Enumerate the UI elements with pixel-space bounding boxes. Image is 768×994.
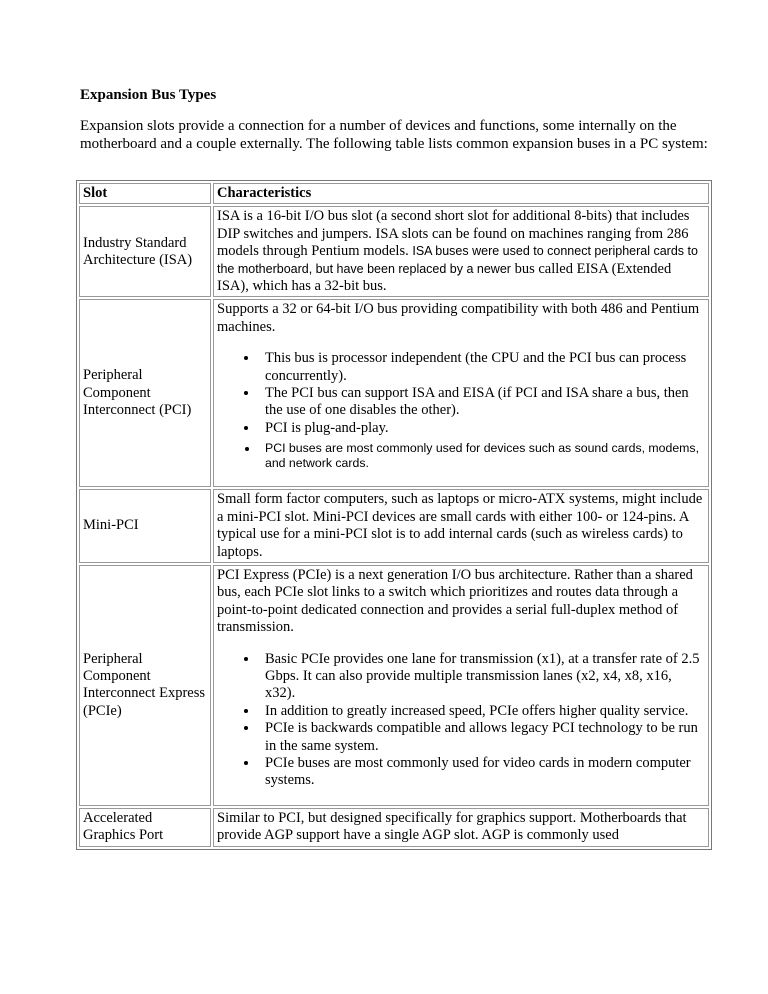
page-title: Expansion Bus Types — [80, 87, 217, 103]
characteristics-pcie — [213, 565, 709, 806]
slot-name-minipci: Mini-PCI — [79, 489, 211, 563]
intro-paragraph: Expansion slots provide a connection for a number of devices and functions, some internally on the motherboard and a couple externally. The following table lists common expansion buses in a PC system: — [80, 118, 708, 152]
table-header-row — [79, 183, 709, 204]
list-item: • Basic PCIe provides one lane for transmission (x1), at a transfer rate of 2.5 Gbps. It can also provide multiple transmission lanes (x2, x4, x8, x16, x32). — [259, 651, 705, 703]
expansion-bus-table — [76, 180, 712, 850]
list-item: • PCIe buses are most commonly used for video cards in modern computer systems. — [259, 755, 705, 790]
header-characteristics: Characteristics — [213, 183, 709, 204]
characteristics-minipci: Small form factor computers, such as laptops or micro-ATX systems, might include a mini-PCI slot. Mini-PCI devices are small cards with either 100- or 124-pins. A typical use for a mini-PCI slot is to add internal cards (such as wireless cards) to laptops. — [213, 489, 709, 563]
slot-name-pci: Peripheral Component Interconnect (PCI) — [79, 299, 211, 487]
characteristics-isa — [213, 206, 709, 297]
list-item: • In addition to greatly increased speed, PCIe offers higher quality service. — [259, 703, 705, 720]
pcie-bullet-list — [217, 651, 705, 790]
table-row-agp — [79, 808, 709, 847]
table-row-pcie — [79, 565, 709, 806]
isa-desc-c: bus called EISA (Extended ISA), which has a 32-bit bus. — [217, 260, 672, 295]
list-item: • PCI is plug-and-play. — [259, 420, 705, 437]
list-item: • PCI buses are most commonly used for devices such as sound cards, modems, and network cards. — [259, 441, 705, 471]
table-row-pci — [79, 299, 709, 487]
isa-desc-a: ISA is a 16-bit I/O bus slot (a second short slot for additional 8-bits) that includes DIP switches and jumpers. ISA slots can be found on machines ranging from 286 models through Pentium models. — [217, 208, 690, 260]
list-item: • The PCI bus can support ISA and EISA (if PCI and ISA share a bus, then the use of one disables the other). — [259, 385, 705, 420]
pci-bullet-list — [217, 350, 705, 471]
pcie-intro: PCI Express (PCIe) is a next generation I/O bus architecture. Rather than a shared bus, each PCIe slot links to a switch which prioritizes and routes data through a point-to-point dedicated connection and provides a serial full-duplex method of transmission. — [217, 566, 693, 636]
table-row-isa — [79, 206, 709, 297]
list-item: • This bus is processor independent (the CPU and the PCI bus can process concurrently). — [259, 350, 705, 385]
characteristics-agp: Similar to PCI, but designed specifically for graphics support. Motherboards that provide AGP support have a single AGP slot. AGP is commonly used — [213, 808, 709, 847]
isa-desc-b: ISA buses were used to connect peripheral cards to the motherboard, but have been replaced by a newer — [217, 244, 698, 276]
slot-name-pcie: Peripheral Component Interconnect Express (PCIe) — [79, 565, 211, 806]
pci-intro: Supports a 32 or 64-bit I/O bus providing compatibility with both 486 and Pentium machines. — [217, 301, 700, 335]
table-row-minipci — [79, 489, 709, 563]
header-slot: Slot — [79, 183, 211, 204]
slot-name-isa: Industry Standard Architecture (ISA) — [79, 206, 211, 297]
characteristics-pci — [213, 299, 709, 487]
list-item: • PCIe is backwards compatible and allows legacy PCI technology to be run in the same system. — [259, 720, 705, 755]
slot-name-agp: Accelerated Graphics Port — [79, 808, 211, 847]
